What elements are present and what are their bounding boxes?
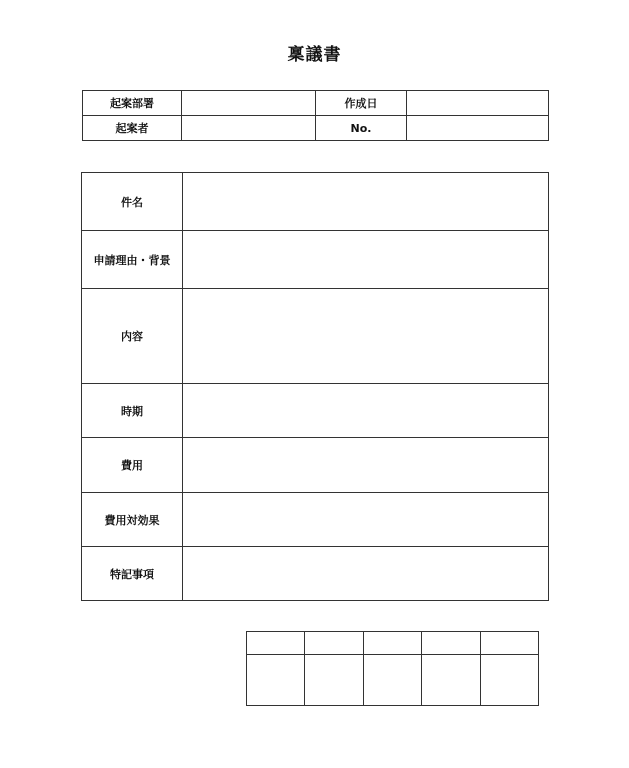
- stamp-cell[interactable]: [422, 655, 480, 706]
- approval-stamp-table: [246, 631, 539, 706]
- approval-header-row: [247, 632, 539, 655]
- stamp-cell[interactable]: [305, 655, 363, 706]
- cost-field[interactable]: [183, 438, 549, 493]
- notes-field[interactable]: [183, 547, 549, 601]
- stamp-cell[interactable]: [247, 655, 305, 706]
- row-reason: [82, 231, 549, 289]
- header-row-department: [83, 91, 549, 116]
- department-label: 起案部署: [83, 91, 182, 116]
- period-label: 時期: [82, 384, 183, 438]
- row-content: [82, 289, 549, 384]
- approver-title-cell[interactable]: [247, 632, 305, 655]
- cost-effectiveness-label: 費用対効果: [82, 493, 183, 547]
- author-field[interactable]: [182, 116, 316, 141]
- row-notes: [82, 547, 549, 601]
- reason-label: 申請理由・背景: [82, 231, 183, 289]
- header-info-table: [82, 90, 549, 141]
- approver-title-cell[interactable]: [305, 632, 363, 655]
- document-title: 稟議書: [287, 45, 342, 65]
- approver-title-cell[interactable]: [363, 632, 421, 655]
- stamp-cell[interactable]: [363, 655, 421, 706]
- approval-stamp-row: [247, 655, 539, 706]
- period-field[interactable]: [183, 384, 549, 438]
- date-label: 作成日: [316, 91, 407, 116]
- date-field[interactable]: [407, 91, 549, 116]
- notes-label: 特記事項: [82, 547, 183, 601]
- department-field[interactable]: [182, 91, 316, 116]
- row-period: [82, 384, 549, 438]
- header-row-author: [83, 116, 549, 141]
- cost-effectiveness-field[interactable]: [183, 493, 549, 547]
- number-label: No.: [316, 116, 407, 141]
- author-label: 起案者: [83, 116, 182, 141]
- row-cost: [82, 438, 549, 493]
- number-field[interactable]: [407, 116, 549, 141]
- reason-field[interactable]: [183, 231, 549, 289]
- stamp-cell[interactable]: [480, 655, 538, 706]
- subject-label: 件名: [82, 173, 183, 231]
- row-cost-effectiveness: [82, 493, 549, 547]
- approver-title-cell[interactable]: [480, 632, 538, 655]
- main-content-table: [81, 172, 549, 601]
- content-field[interactable]: [183, 289, 549, 384]
- approver-title-cell[interactable]: [422, 632, 480, 655]
- row-subject: [82, 173, 549, 231]
- cost-label: 費用: [82, 438, 183, 493]
- subject-field[interactable]: [183, 173, 549, 231]
- content-label: 内容: [82, 289, 183, 384]
